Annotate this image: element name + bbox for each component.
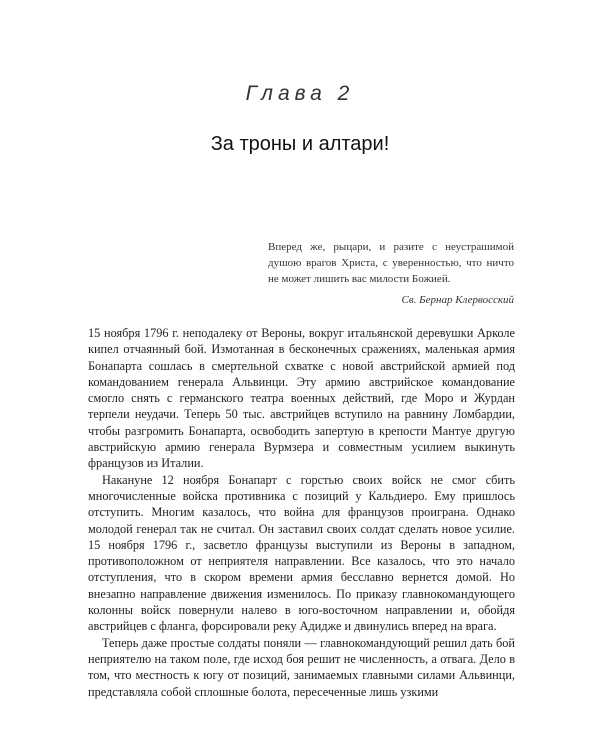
chapter-title: За троны и алтари! [210,133,390,155]
epigraph-source: Св. Бернар Клервосский [401,294,514,306]
body-text [88,325,515,700]
epigraph [268,239,514,308]
paragraph: Теперь даже простые солдаты поняли — главнокомандующий решил дать бой неприятелю на таком поле, где исход боя решит не численность, а отвага. Дело в том, что местность к югу от позиций, занимаемых главными силами Альвинци, представляла собой сплошные болота, пересеченные лишь узкими [88,635,515,699]
paragraph: Накануне 12 ноября Бонапарт с горстью своих войск не смог сбить многочисленные войска противника с позиций у Кальдиеро. Ему пришлось отступить. Многим казалось, что война для французов проиграна. Однако молодой генерал так не считал. Он заставил своих солдат сделать новое усилие. 15 ноября 1796 г., засветло французы выступили из Вероны в западном, противоположном от неприятеля направлении. Все казалось, что это начало отступления, что в скором времени армия бесславно вернется домой. Но внезапно направление движения изменилось. По приказу главнокомандующего колонны войск повернули налево в юго-восточном направлении и, обойдя австрийцев с фланга, форсировали реку Адидже и двинулись вперед на врага. [88,472,515,634]
chapter-label: Глава 2 [245,82,355,105]
epigraph-text: Вперед же, рыцари, и разите с неустрашимой душою врагов Христа, с уверенностью, что ничто не может лишить вас милости Божией. [268,241,514,285]
paragraph: 15 ноября 1796 г. неподалеку от Вероны, вокруг итальянской деревушки Арколе кипел отчаянный бой. Измотанная в бесконечных сражениях, маленькая армия Бонапарта сошлась в смертельной схватке с новой австрийской армией под командованием генерала Альвинци. Эту армию австрийское командование смогло снять с германского театра военных действий, где Моро и Журдан терпели неудачи. Теперь 50 тыс. австрийцев вступило на равнину Ломбардии, чтобы разгромить Бонапарта, освободить запертую в крепости Мантуе другую австрийскую армию генерала Вурмзера и совместным усилием выкинуть французов из Италии. [88,326,515,471]
